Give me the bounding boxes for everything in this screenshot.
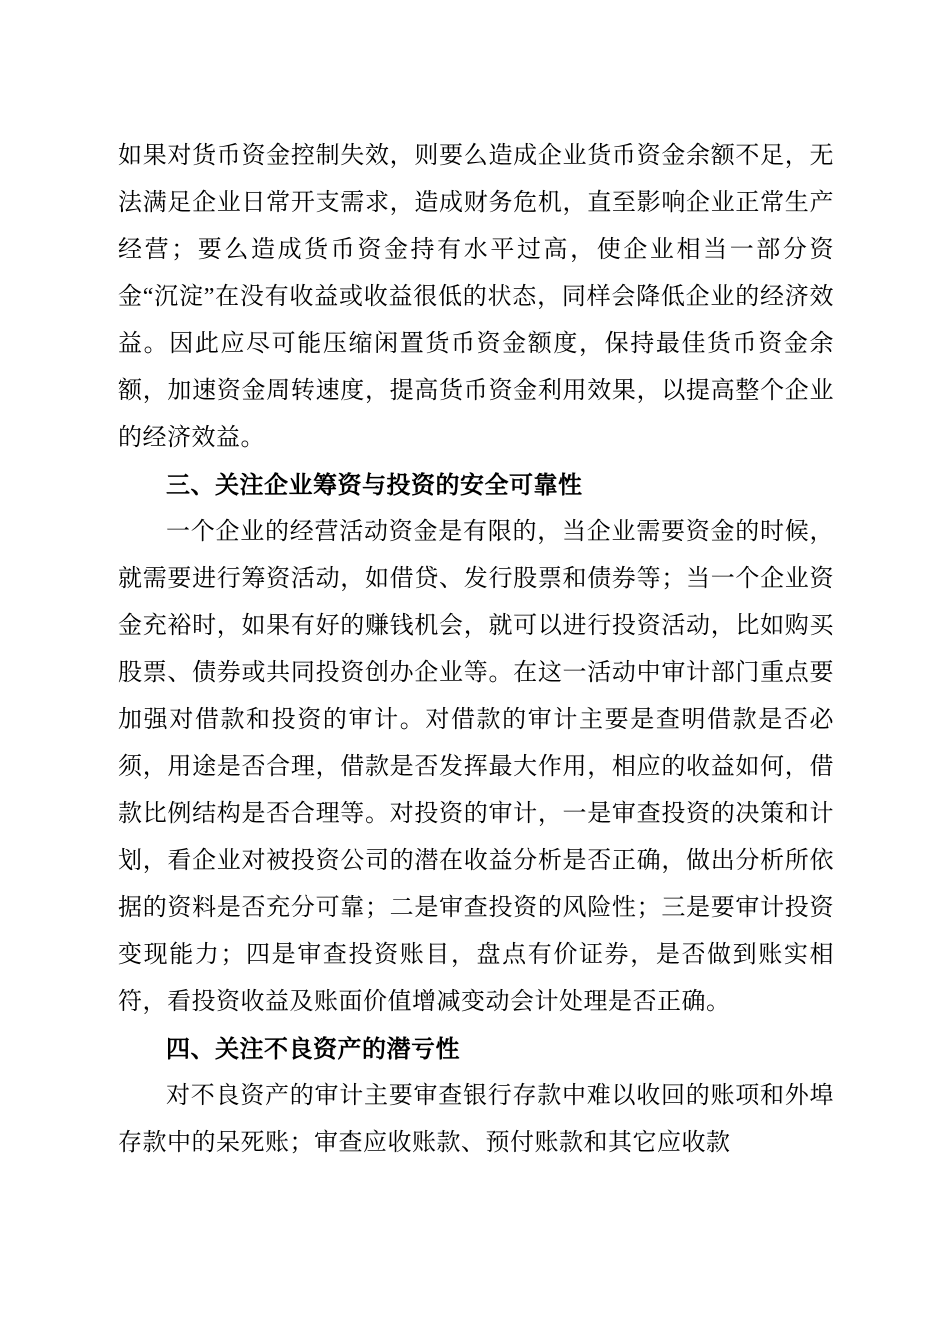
section-heading-4-bad-assets-hidden-loss: 四、关注不良资产的潜亏性 xyxy=(166,1036,460,1063)
paragraph-bad-assets-audit: 对不良资产的审计主要审查银行存款中难以收回的账项和外埠存款中的呆死账；审查应收账款、预付账款和其它应收款 xyxy=(118,1083,834,1156)
paragraph-financing-investment-audit: 一个企业的经营活动资金是有限的，当企业需要资金的时候，就需要进行筹资活动，如借贷、发行股票和债券等；当一个企业资金充裕时，如果有好的赚钱机会，就可以进行投资活动，比如购买股票、债券或共同投资创办企业等。在这一活动中审计部门重点要加强对借款和投资的审计。对借款的审计主要是查明借款是否必须，用途是否合理，借款是否发挥最大作用，相应的收益如何，借款比例结构是否合理等。对投资的审计，一是审查投资的决策和计划，看企业对被投资公司的潜在收益分析是否正确，做出分析所依据的资料是否充分可靠；二是审查投资的风险性；三是要审计投资变现能力；四是审查投资账目，盘点有价证券，是否做到账实相符，看投资收益及账面价值增减变动会计处理是否正确。 xyxy=(118,519,834,1015)
paragraph-monetary-funds-control: 如果对货币资金控制失效，则要么造成企业货币资金余额不足，无法满足企业日常开支需求，造成财务危机，直至影响企业正常生产经营；要么造成货币资金持有水平过高，使企业相当一部分资金“沉淀”在没有收益或收益很低的状态，同样会降低企业的经济效益。因此应尽可能压缩闲置货币资金额度，保持最佳货币资金余额，加速资金周转速度，提高货币资金利用效果，以提高整个企业的经济效益。 xyxy=(118,143,834,451)
section-heading-3-financing-investment-safety: 三、关注企业筹资与投资的安全可靠性 xyxy=(166,472,583,499)
